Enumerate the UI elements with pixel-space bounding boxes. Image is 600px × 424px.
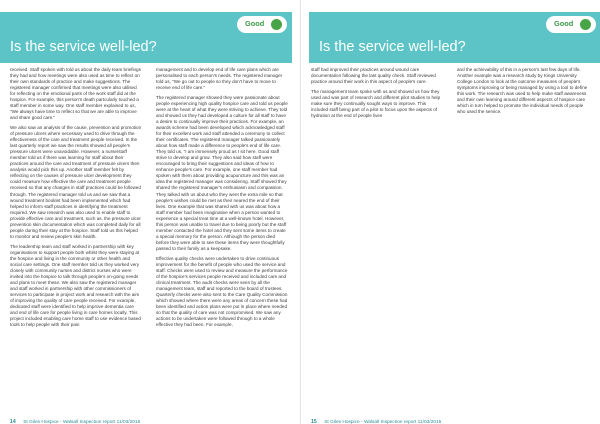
paragraph: and the achievability of this in a person's last few days of life. Another example was a research study by Kings University College London to look at the outcome measures of people's symptoms improving or being managed by using a tool to define this work. The research was used to help make staff awareness and their own learning around different aspects of hospice care which in turn helped to promote the individual needs of people who used the service. — [457, 67, 588, 115]
rating-badge — [546, 16, 596, 33]
section-banner — [309, 12, 600, 63]
green-circle-icon — [271, 19, 282, 30]
column-1 — [311, 67, 443, 405]
paragraph: The leadership team and staff worked in partnership with key organisations to support people both whilst they were staying at the hospice and living in the community or other health and social care settings. One staff member told us they worked very closely with community nurses and district nurses who were invited into the hospice to talk through people's on-going needs and plans to meet these. We also saw the registered manager and staff worked in partnership with other commissioners of services to participate in project work and research with the aim of improving the quality of care people received. For example, dedicated staff were identified to help improve dementia care and end of life care for people living in care homes locally. This project included enabling care home staff to use evidence based tools to help people with their pain — [10, 243, 141, 328]
paragraph: staff had improved their practices around wound care documentation following the last quality check. Staff reviewed practice around their work in this aspect of people's care. — [311, 67, 436, 85]
footer-text: St Giles Hospice - Walsall Inspection report 11/03/2015 — [23, 420, 141, 424]
text-columns — [10, 67, 290, 405]
rating-label: Good — [245, 19, 265, 28]
paragraph: The management team spoke with us and showed us how they used and was part of research and different pilot studies to help make sure they continually sought ways to improve. This included staff being part of a pilot to focus upon the aspects of hydration at the end of people lives — [311, 88, 441, 118]
paragraph: Effective quality checks were undertaken to drive continuous improvement for the benefit of people who used the service and staff. Checks were used to review and measure the performance of the hospice's services people received and included care and clinical treatment. The audit checks were seen by all the management team, staff and reported to the board of trustees. Quarterly checks were also sent to the Care Quality Commission which showed where there were any areas of concern these had been identified and action plans were put in place where needed so that the quality of care was not compromised. We saw any actions to be undertaken were followed through to a whole effective they had been. For example, — [156, 255, 288, 328]
section-title: Is the service well-led? — [10, 39, 157, 55]
page-footer — [10, 410, 141, 424]
paragraph: management and to develop end of life care plans which are personalised to each person's needs. The registered manager told us, "We go out to people so they don't have to move to receive end of life care." — [156, 67, 283, 91]
rating-label: Good — [554, 19, 574, 28]
column-1 — [10, 67, 142, 405]
footer-text: St Giles Hospice - Walsall Inspection report 11/03/2015 — [324, 420, 442, 424]
section-banner — [0, 12, 292, 63]
column-2 — [457, 67, 589, 405]
green-circle-icon — [580, 19, 591, 30]
column-2 — [156, 67, 288, 405]
page-15 — [300, 0, 600, 424]
paragraph: received. Staff spoken with told us about the daily team briefings they had and how meetings were also used as time to reflect on their own standards of practice and make suggestions. The registered manager confirmed that meetings were also utilised for reflecting on the emotional parts of the work staff did at the hospice. For example, this person's death partcularly touched a staff member in some way. One staff member explained to us, "We always have time to reflect so that we are able to improve and share good care." — [10, 67, 141, 121]
rating-badge — [237, 16, 287, 33]
text-columns — [311, 67, 591, 405]
page-footer — [311, 410, 442, 424]
paragraph: We also saw an analysis of the cause, prevention and promotion of pressure ulcers where necessary used to drive through the effectiveness of the care and treatment people received. In the last quarterly report we saw the results showed all people's pressure ulcers were unavoidable. However, a nurse/staff member told us if there was learning for staff about their practices around the care and treatment of pressure ulcers then analysis would pick this up. Another staff member felt by reflecting on the causes of pressure ulcer development they could measure how effective the care and treatment people received so that any changes in staff practices could be followed through. The registered manager told us and we saw that a wound treatment booklet had been implemented which had helped to inform staff practices in identifying the treatment required. We saw research was also used to enable staff to provide effective care and treatment, such as, the pressure ulcer prevention skin documentation which was completed daily for all people during their stay at the hospice. Staff told us this helped to monitor and review people's skin health. — [10, 125, 142, 239]
page-number: 14 — [10, 419, 16, 424]
page-number: 15 — [311, 419, 317, 424]
section-title: Is the service well-led? — [319, 39, 466, 55]
paragraph: The registered manager showed they were passionate about people experiencing high quality hospice care and told us people were at the heart of what they were striving to achieve. They told and showed us they had developed a culture for all staff to have a desire to continually improve their practices. For example, an awards scheme had been developed which acknowledged staff for their excellent work and staff attended a ceremony to collect their certificates. The registered manager talked passionately about how staff made a difference to people's end of life care. They told us, "I am immensely proud as I sit here. Good staff strive to develop and grow. They also said how staff were encouraged to bring their suggestions and ideas of how to enhance people's care. For example, one staff member had spoken with them about providing acupuncture and this was an idea the registered manager was considering. Staff showed they shared the registered manager's enthusiasm and compassion. They talked with us about who they went the extra mile so that people's wishes could be met as their neared the end of their lives. One example that was shared with us was about how a staff member had been imaginative when a person wanted to experience a special treat time at a well-known hotel. However, this person was unable to travel due to being poorly but the staff member contacted the hotel and they sent some items to create a special memory for the person. Although the person died before they were able to see these items they were thoughtfully passed to their family as a keepsake. — [156, 94, 288, 251]
